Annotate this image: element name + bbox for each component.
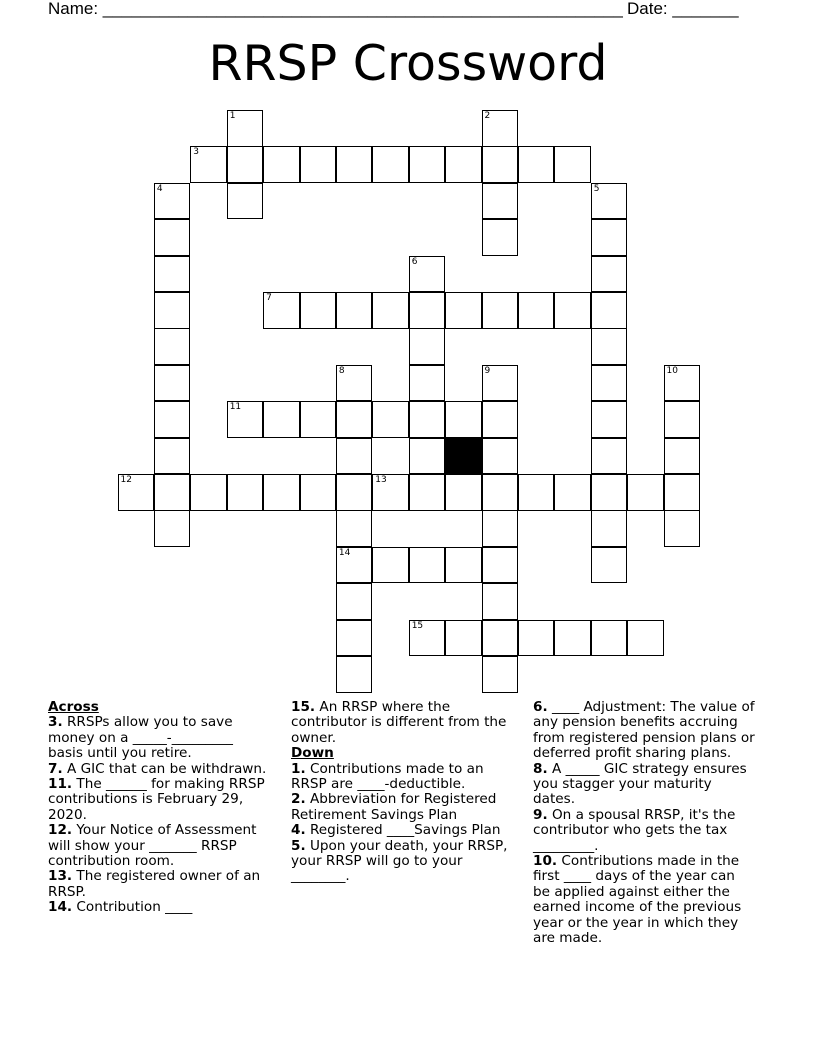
date-line: _______ <box>672 0 739 18</box>
grid-cell[interactable] <box>263 146 300 183</box>
grid-cell[interactable] <box>263 401 300 438</box>
grid-cell[interactable] <box>336 583 373 620</box>
clue-across-3: 3. RRSPs allow you to save money on a _____-_________ basis until you retire. <box>48 714 233 762</box>
grid-cell[interactable] <box>518 620 555 657</box>
grid-cell[interactable] <box>190 474 227 511</box>
grid-cell[interactable] <box>372 146 409 183</box>
grid-cell[interactable] <box>664 510 701 547</box>
grid-cell[interactable] <box>554 620 591 657</box>
clue-across-11: 11. The ______ for making RRSP contributions is February 29, 2020. <box>48 776 265 823</box>
clue-number: 12 <box>120 475 132 485</box>
grid-cell[interactable] <box>409 292 446 329</box>
grid-cell[interactable] <box>336 401 373 438</box>
grid-cell-6[interactable] <box>409 256 446 293</box>
grid-cell-9[interactable] <box>482 365 519 402</box>
grid-cell[interactable] <box>591 510 628 547</box>
grid-cell[interactable] <box>482 438 519 475</box>
name-line: _______________________________________________________ <box>102 0 623 18</box>
grid-cell[interactable] <box>154 292 191 329</box>
grid-cell[interactable] <box>482 292 519 329</box>
grid-cell[interactable] <box>445 401 482 438</box>
clue-number: 1 <box>229 111 236 121</box>
grid-cell[interactable] <box>664 474 701 511</box>
grid-cell-8[interactable] <box>336 365 373 402</box>
clue-down-5: 5. Upon your death, your RRSP, your RRSP will go to your ________. <box>291 837 508 885</box>
grid-cell[interactable] <box>300 474 337 511</box>
grid-cell[interactable] <box>227 474 264 511</box>
clue-number: 4 <box>156 183 163 194</box>
clue-across-7: 7. A GIC that can be withdrawn. <box>48 760 267 777</box>
grid-cell[interactable] <box>591 328 628 365</box>
grid-cell[interactable] <box>591 474 628 511</box>
grid-cell[interactable] <box>591 547 628 584</box>
grid-cell[interactable] <box>154 401 191 438</box>
grid-cell[interactable] <box>518 292 555 329</box>
grid-cell-13[interactable] <box>372 474 409 511</box>
clue-across-13: 13. The registered owner of an RRSP. <box>48 868 261 900</box>
grid-cell[interactable] <box>300 146 337 183</box>
grid-cell[interactable] <box>482 620 519 657</box>
grid-cell[interactable] <box>372 401 409 438</box>
clue-down-9: 9. On a spousal RRSP, it's the contributor who gets the tax _________. <box>533 806 736 854</box>
clue-across-15: 15. An RRSP where the contributor is different from the owner. <box>291 699 507 746</box>
grid-cell[interactable] <box>409 438 446 475</box>
grid-cell[interactable] <box>591 401 628 438</box>
clue-number: 13 <box>375 475 387 485</box>
grid-cell[interactable] <box>591 292 628 329</box>
grid-cell[interactable] <box>445 146 482 183</box>
grid-cell[interactable] <box>482 401 519 438</box>
grid-cell[interactable] <box>554 474 591 511</box>
grid-cell-7[interactable] <box>263 292 300 329</box>
clue-down-10: 10. Contributions made in the first ____ days of the year can be applied against either the earned income of the previous year or the year in which they are made. <box>533 853 742 947</box>
grid-cell-4[interactable] <box>154 183 191 220</box>
grid-cell-15[interactable] <box>409 620 446 657</box>
clue-column-3 <box>533 700 755 947</box>
clue-across-14: 14. Contribution ____ <box>48 899 193 916</box>
grid-cell[interactable] <box>154 256 191 293</box>
grid-cell[interactable] <box>482 510 519 547</box>
grid-cell[interactable] <box>409 146 446 183</box>
clue-number: 8 <box>338 365 345 376</box>
grid-cell[interactable] <box>336 438 373 475</box>
clue-column-2 <box>291 700 513 885</box>
grid-cell[interactable] <box>336 474 373 511</box>
grid-cell[interactable] <box>409 328 446 365</box>
clue-down-2: 2. Abbreviation for Registered Retirement Savings Plan <box>291 791 497 823</box>
grid-cell-1[interactable] <box>227 110 264 147</box>
grid-cell[interactable] <box>336 146 373 183</box>
clue-number: 5 <box>593 183 600 194</box>
grid-cell[interactable] <box>227 183 264 220</box>
grid-cell[interactable] <box>300 401 337 438</box>
grid-cell[interactable] <box>336 656 373 693</box>
grid-cell[interactable] <box>627 620 664 657</box>
grid-cell[interactable] <box>445 620 482 657</box>
grid-cell[interactable] <box>445 474 482 511</box>
grid-cell[interactable] <box>336 510 373 547</box>
grid-cell-11[interactable] <box>227 401 264 438</box>
grid-cell[interactable] <box>263 474 300 511</box>
clue-down-4: 4. Registered ____Savings Plan <box>291 822 501 839</box>
grid-cell[interactable] <box>591 365 628 402</box>
page-title: RRSP Crossword <box>208 35 608 92</box>
clue-number: 15 <box>411 620 424 631</box>
clue-across-12: 12. Your Notice of Assessment will show your _______ RRSP contribution room. <box>48 822 257 870</box>
clue-number: 14 <box>338 547 351 558</box>
grid-cell[interactable] <box>445 292 482 329</box>
grid-cell[interactable] <box>518 146 555 183</box>
grid-cell[interactable] <box>518 474 555 511</box>
down-heading: Down <box>291 745 334 762</box>
grid-cell[interactable] <box>409 547 446 584</box>
grid-cell[interactable] <box>591 256 628 293</box>
grid-cell[interactable] <box>482 146 519 183</box>
name-label: Name: <box>48 0 103 18</box>
clue-number: 3 <box>193 147 200 158</box>
clue-number: 10 <box>666 365 678 376</box>
grid-cell[interactable] <box>627 474 664 511</box>
grid-cell[interactable] <box>154 328 191 365</box>
grid-cell[interactable] <box>482 656 519 693</box>
grid-cell[interactable] <box>372 547 409 584</box>
grid-cell[interactable] <box>154 510 191 547</box>
grid-cell-3[interactable] <box>190 146 227 183</box>
grid-cell[interactable] <box>482 583 519 620</box>
grid-cell[interactable] <box>154 219 191 256</box>
clue-column-1 <box>48 700 270 916</box>
grid-cell-10[interactable] <box>664 365 701 402</box>
grid-cell[interactable] <box>445 547 482 584</box>
grid-cell[interactable] <box>300 292 337 329</box>
clue-down-8: 8. A _____ GIC strategy ensures you stagger your maturity dates. <box>533 760 747 808</box>
grid-cell-5[interactable] <box>591 183 628 220</box>
grid-cell[interactable] <box>336 620 373 657</box>
grid-cell[interactable] <box>154 438 191 475</box>
grid-cell-14[interactable] <box>336 547 373 584</box>
grid-cell[interactable] <box>664 438 701 475</box>
grid-cell[interactable] <box>482 219 519 256</box>
clue-number: 11 <box>229 402 242 413</box>
grid-cell[interactable] <box>591 438 628 475</box>
grid-cell[interactable] <box>409 474 446 511</box>
clue-down-6: 6. ____ Adjustment: The value of any pension benefits accruing from registered pension plans or deferred profit sharing plans. <box>533 699 755 762</box>
grid-cell[interactable] <box>482 183 519 220</box>
grid-cell[interactable] <box>591 620 628 657</box>
grid-cell[interactable] <box>154 365 191 402</box>
grid-cell[interactable] <box>554 292 591 329</box>
grid-cell[interactable] <box>482 474 519 511</box>
across-heading: Across <box>48 699 99 715</box>
black-cell <box>445 438 482 475</box>
clue-number: 7 <box>266 293 272 303</box>
clue-number: 2 <box>484 111 491 121</box>
grid-cell[interactable] <box>154 474 191 511</box>
grid-cell[interactable] <box>372 292 409 329</box>
date-label: Date: <box>627 0 673 18</box>
grid-cell[interactable] <box>554 146 591 183</box>
grid-cell[interactable] <box>409 365 446 402</box>
grid-cell[interactable] <box>409 401 446 438</box>
grid-cell[interactable] <box>336 292 373 329</box>
clue-number: 6 <box>411 256 418 267</box>
grid-cell[interactable] <box>227 146 264 183</box>
grid-cell[interactable] <box>591 219 628 256</box>
grid-cell-2[interactable] <box>482 110 519 147</box>
grid-cell-12[interactable] <box>118 474 155 511</box>
clue-down-1: 1. Contributions made to an RRSP are ____-deductible. <box>291 760 484 793</box>
grid-cell[interactable] <box>664 401 701 438</box>
grid-cell[interactable] <box>482 547 519 584</box>
clue-number: 9 <box>484 365 491 376</box>
